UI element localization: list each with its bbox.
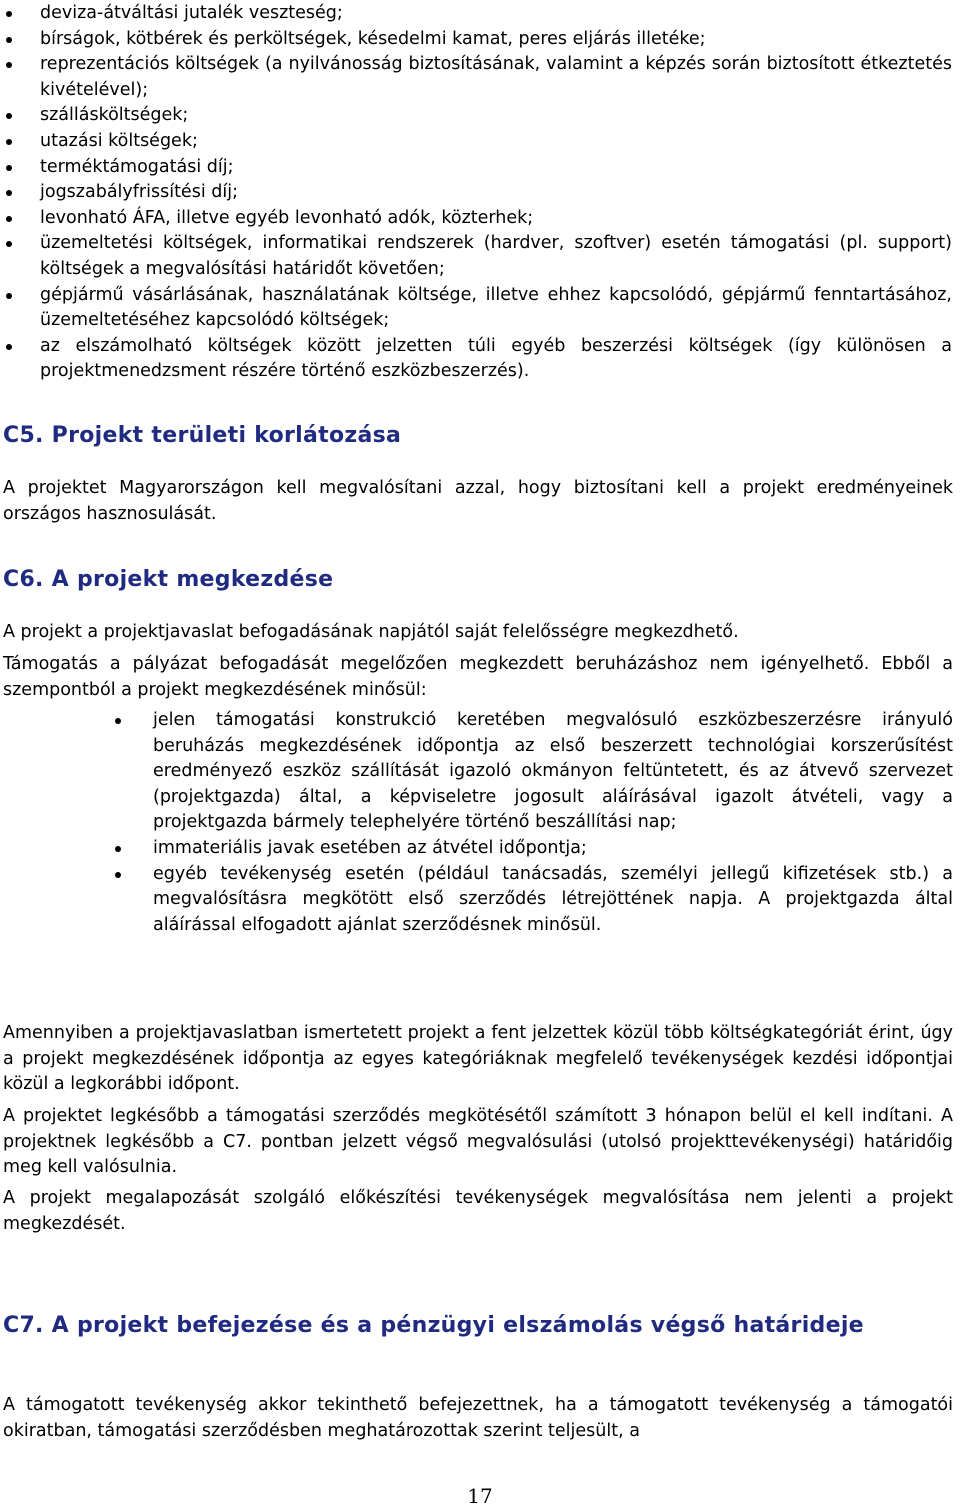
c6-paragraph-2: Támogatás a pályázat befogadását megelőzően megkezdett beruházáshoz nem igényelhető. Ebből a szempontból a projekt megkezdésének minősül: (3, 654, 953, 700)
list-item: levonható ÁFA, illetve egyéb levonható adók, közterhek; (40, 206, 952, 232)
list-item: jelen támogatási konstrukció keretében megvalósuló eszközbeszerzésre irányuló beruházás megkezdésének időpontja az első beszerzett technológiai korszerűsítést eredményező eszköz szállítását igazoló okmányon feltüntetett, és az átvevő szervezet (projektgazda) által, a képviseletre jogosult aláírásával igazolt átvételi, vagy a projektgazda bármely telephelyére történő beszállítási nap; (153, 708, 953, 836)
list-item: immateriális javak esetében az átvétel időpontja; (153, 836, 953, 862)
project-start-list (153, 708, 953, 938)
list-item: egyéb tevékenység esetén (például tanácsadás, személyi jellegű kifizetések stb.) a megvalósításra megkötött első szerződés létrejöttének napja. A projektgazda által aláírással elfogadott ajánlat szerződésnek minősül. (153, 862, 953, 939)
section-heading-c7: C7. A projekt befejezése és a pénzügyi elszámolás végső határideje (3, 1313, 864, 1338)
list-item: az elszámolható költségek között jelzetten túli egyéb beszerzési költségek (így különösen a projektmenedzsment részére történő eszközbeszerzés). (40, 334, 952, 385)
c6-paragraph-1: A projekt a projektjavaslat befogadásának napjától saját felelősségre megkezdhető. (3, 622, 739, 642)
list-item: szállásköltségek; (40, 103, 952, 129)
list-item: jogszabályfrissítési díj; (40, 180, 952, 206)
list-item: utazási költségek; (40, 129, 952, 155)
list-item: reprezentációs költségek (a nyilvánosság biztosításának, valamint a képzés során biztosított étkeztetés kivételével); (40, 52, 952, 103)
ineligible-costs-list (40, 1, 952, 385)
c6-paragraph-5: A projekt megalapozását szolgáló előkészítési tevékenységek megvalósítása nem jelenti a projekt megkezdését. (3, 1188, 953, 1234)
list-item: deviza-átváltási jutalék veszteség; (40, 1, 952, 27)
list-item: gépjármű vásárlásának, használatának költsége, illetve ehhez kapcsolódó, gépjármű fenntartásához, üzemeltetéséhez kapcsolódó költségek; (40, 283, 952, 334)
section-heading-c5: C5. Projekt területi korlátozása (3, 423, 402, 448)
c7-paragraph: A támogatott tevékenység akkor tekinthető befejezettnek, ha a támogatott tevékenység a támogatói okiratban, támogatási szerződésben meghatározottak szerint teljesült, a (3, 1395, 953, 1441)
c5-paragraph: A projektet Magyarországon kell megvalósítani azzal, hogy biztosítani kell a projekt eredményeinek országos hasznosulását. (3, 478, 953, 524)
list-item: terméktámogatási díj; (40, 155, 952, 181)
list-item: bírságok, kötbérek és perköltségek, késedelmi kamat, peres eljárás illetéke; (40, 27, 952, 53)
section-heading-c6: C6. A projekt megkezdése (3, 567, 334, 592)
list-item: üzemeltetési költségek, informatikai rendszerek (hardver, szoftver) esetén támogatási (pl. support) költségek a megvalósítási határidőt követően; (40, 231, 952, 282)
page-number: 17 (467, 1484, 493, 1508)
c6-paragraph-3: Amennyiben a projektjavaslatban ismertetett projekt a fent jelzettek közül több költségkategóriát érint, úgy a projekt megkezdésének időpontja az egyes kategóriáknak megfelelő tevékenységek kezdési időpontjai közül a legkorábbi időpont. (3, 1023, 953, 1095)
c6-paragraph-4: A projektet legkésőbb a támogatási szerződés megkötésétől számított 3 hónapon belül el kell indítani. A projektnek legkésőbb a C7. pontban jelzett végső megvalósulási (utolsó projekttevékenységi) határidőig meg kell valósulnia. (3, 1106, 953, 1178)
